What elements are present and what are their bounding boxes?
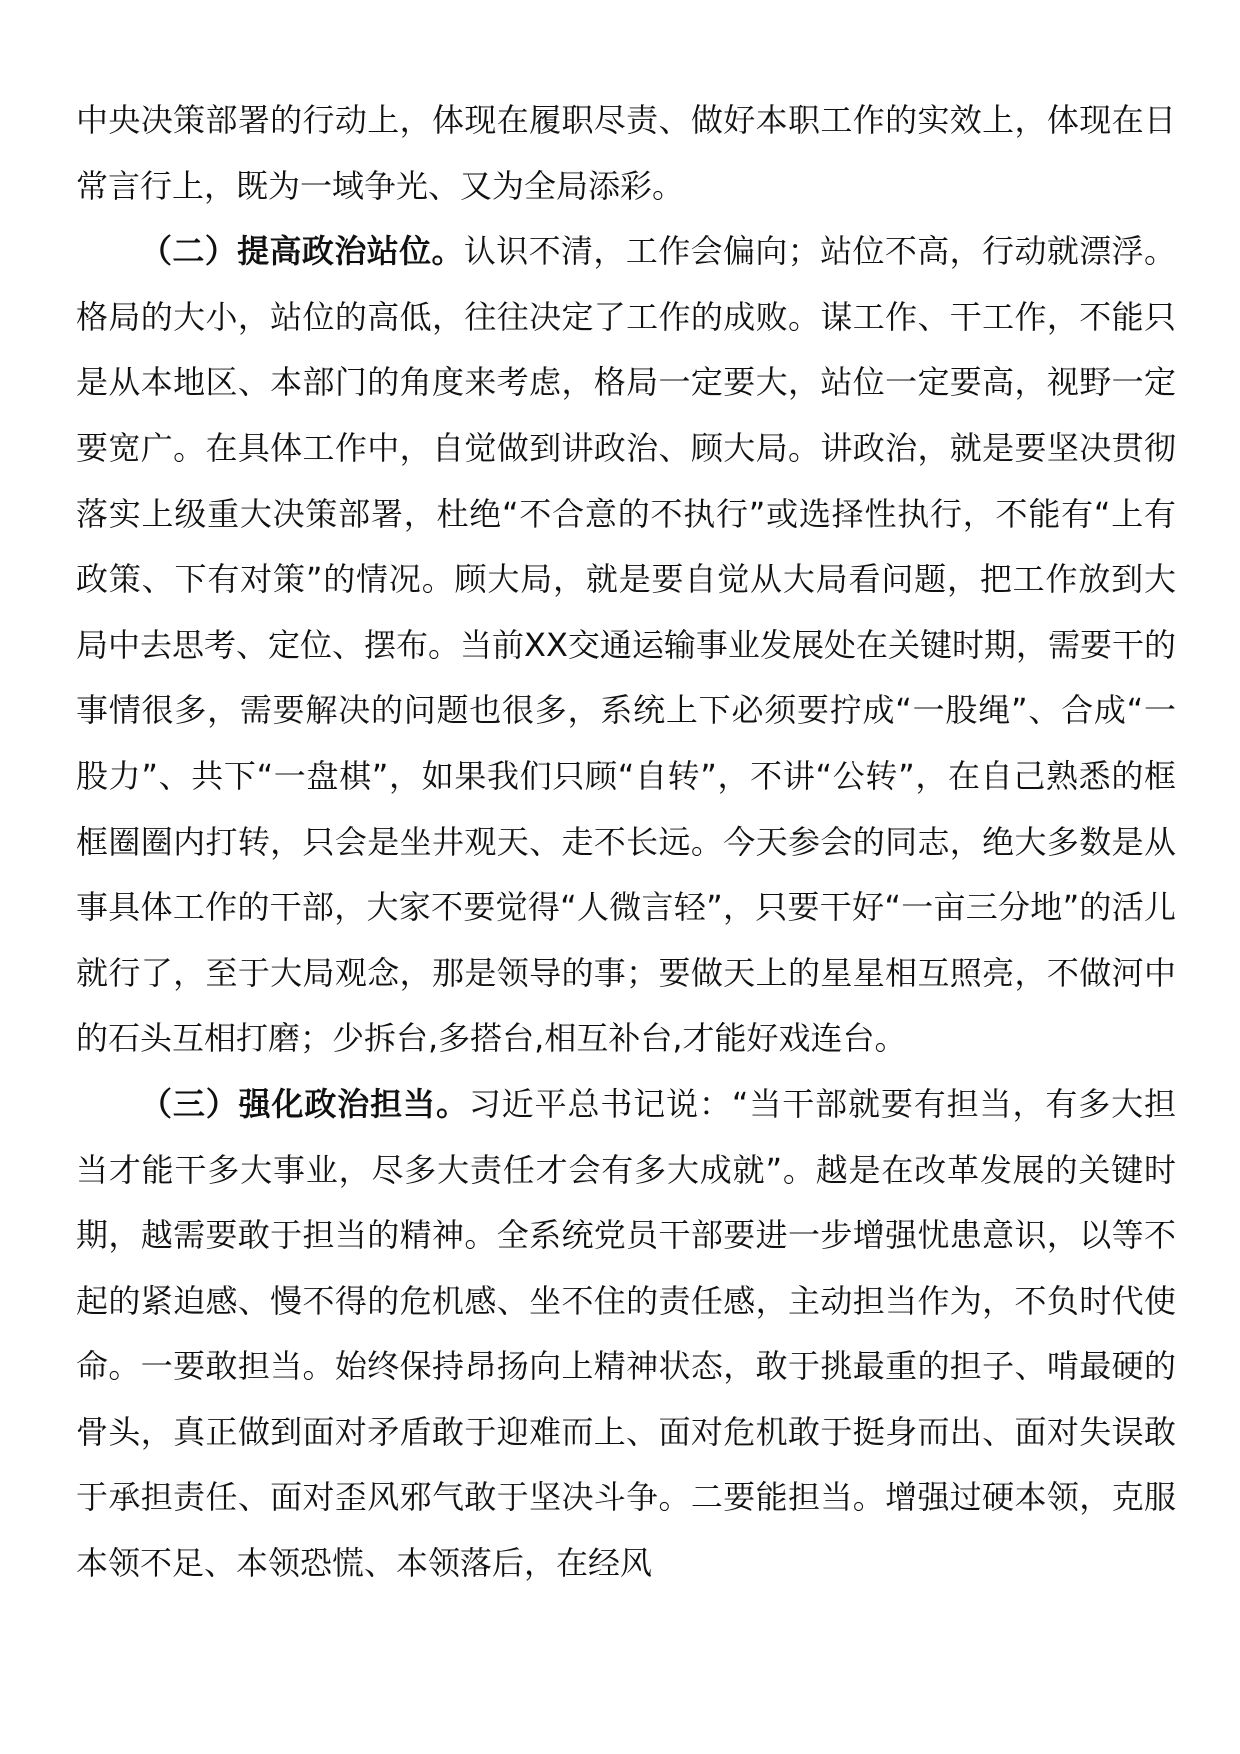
paragraph-political-standing [76,219,1176,1072]
document-page [76,88,1176,1597]
paragraph-body: 中央决策部署的行动上，体现在履职尽责、做好本职工作的实效上，体现在日常言行上，既为一域争光、又为全局添彩。 [76,101,1176,205]
section-heading-2: （二）提高政治站位。 [140,232,464,271]
paragraph-body: 习近平总书记说：“当干部就要有担当，有多大担当才能干多大事业，尽多大责任才会有多大成就”。越是在改革发展的关键时期，越需要敢于担当的精神。全系统党员干部要进一步增强忧患意识，以等不起的紧迫感、慢不得的危机感、坐不住的责任感，主动担当作为，不负时代使命。一要敢担当。始终保持昂扬向上精神状态，敢于挑最重的担子、啃最硬的骨头，真正做到面对矛盾敢于迎难而上、面对危机敢于挺身而出、面对失误敢于承担责任、面对歪风邪气敢于坚决斗争。二要能担当。增强过硬本领，克服本领不足、本领恐慌、本领落后，在经风 [76,1084,1176,1583]
paragraph-continuation [76,88,1176,219]
section-heading-3: （三）强化政治担当。 [140,1084,469,1123]
paragraph-body: 认识不清，工作会偏向；站位不高，行动就漂浮。格局的大小，站位的高低，往往决定了工作的成败。谋工作、干工作，不能只是从本地区、本部门的角度来考虑，格局一定要大，站位一定要高，视野一定要宽广。在具体工作中，自觉做到讲政治、顾大局。讲政治，就是要坚决贯彻落实上级重大决策部署，杜绝“不合意的不执行”或选择性执行，不能有“上有政策、下有对策”的情况。顾大局，就是要自觉从大局看问题，把工作放到大局中去思考、定位、摆布。当前XX交通运输事业发展处在关键时期，需要干的事情很多，需要解决的问题也很多，系统上下必须要拧成“一股绳”、合成“一股力”、共下“一盘棋”，如果我们只顾“自转”，不讲“公转”，在自己熟悉的框框圈圈内打转，只会是坐井观天、走不长远。今天参会的同志，绝大多数是从事具体工作的干部，大家不要觉得“人微言轻”，只要干好“一亩三分地”的活儿就行了，至于大局观念，那是领导的事；要做天上的星星相互照亮，不做河中的石头互相打磨；少拆台,多搭台,相互补台,才能好戏连台。 [76,232,1176,1058]
paragraph-political-responsibility [76,1072,1176,1597]
